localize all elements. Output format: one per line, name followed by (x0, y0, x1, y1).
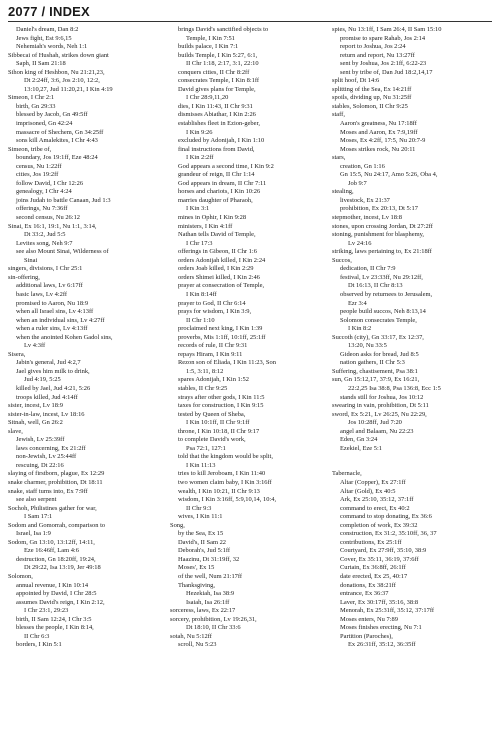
index-subentry: Psa 72:1, 127:1 (186, 444, 226, 452)
index-subentry: assumes David's reign, I Kin 2:12, (16, 598, 105, 606)
index-entry: Succos, (332, 256, 352, 264)
index-subentry: by the Sea, Ex 15 (178, 530, 224, 538)
index-entry: splitting of the Sea, Ex 14:21ff (332, 85, 412, 93)
index-subentry: throne, I Kin 10:18, II Chr 9:17 (178, 427, 260, 435)
index-subentry: laws concerning, Ex 21:2ff (16, 444, 86, 452)
index-subentry: troops killed, Jud 4:14ff (16, 393, 78, 401)
index-entry: spies, Nu 13:1ff, I Sam 26:4, II Sam 15:10 (332, 26, 442, 33)
index-subentry: II Chr 9:3 (186, 504, 212, 512)
index-subentry: Moses finishes erecting, Nu 7:1 (340, 624, 422, 632)
page-header (8, 4, 90, 19)
index-subentry: I Chr 17:3 (186, 239, 213, 247)
index-subentry: people build succos, Neh 8:13,14 (340, 308, 426, 316)
index-subentry: Cover, Ex 35:11, 36:19, 37:6ff (340, 555, 419, 563)
index-column-3 (332, 26, 494, 736)
index-subentry: cities, Jos 19:2ff (16, 171, 59, 179)
index-subentry: Jael gives him milk to drink, (16, 367, 90, 375)
index-subentry: Laver, Ex 30:17ff, 35:16, 38:8 (340, 598, 419, 606)
index-subentry: Job 9:7 (348, 179, 367, 187)
index-subentry: Jews fight, Est 9:6,15 (16, 34, 72, 42)
index-subentry: Altar (Gold), Ex 40:5 (340, 487, 396, 495)
index-subentry: Rezon son of Eliada, I Kin 11:23, Son (178, 359, 276, 367)
index-subentry: wisdom, I Kin 3:16ff, 5:9,10,14, 10:4, (178, 496, 277, 504)
index-subentry: follow David, I Chr 12:26 (16, 179, 84, 187)
index-subentry: Sinai (24, 256, 38, 264)
index-subentry: Solomon consecrates Temple, (340, 316, 417, 324)
index-subentry: II Chr 6:3 (24, 632, 50, 640)
index-entry: Simeon, tribe of, (8, 145, 52, 153)
index-subentry: Thanksgiving, (178, 581, 216, 589)
index-subentry: Lv 4:3ff (24, 342, 46, 350)
index-entry: sword, Ex 5:21, Lv 26:25, Nu 22:29, (332, 410, 427, 418)
index-entry: Sitnah, well, Gn 26:2 (8, 419, 63, 427)
index-subentry: when the anointed Kohen Gadol sins, (16, 333, 113, 341)
index-subentry: I Sam 17:1 (24, 513, 53, 521)
index-subentry: ministers, I Kin 4:1ff (178, 222, 233, 230)
index-subentry: wealth, I Kin 10:21, II Chr 9:13 (178, 487, 260, 495)
index-entry: Sodom and Gomorrah, comparison to (8, 521, 106, 529)
index-subentry: offerings, Nu 7:36ff (16, 205, 68, 213)
index-subentry: Dt 2:24ff, 3:6, Jos 2:10, 12:2, (24, 77, 100, 85)
index-subentry: birth, II Sam 12:24, I Chr 3:5 (16, 615, 92, 623)
index-entry: stealing, (332, 188, 354, 196)
index-entry: stars, (332, 154, 346, 162)
index-subentry: contributions, Ex 25:1ff (340, 538, 402, 546)
index-subentry: 1:5, 3:11, 8:12 (186, 367, 224, 375)
index-subentry: grandeur of reign, II Chr 1:14 (178, 171, 255, 179)
index-subentry: destruction, Gn 18:20ff, 19:24, (16, 555, 96, 563)
index-subentry: of the well, Num 21:17ff (178, 573, 243, 580)
index-entry: Sodom, Gn 13:10, 13:12ff, 14:11, (8, 538, 95, 546)
index-subentry: orders Joab killed, I Kin 2:29 (178, 265, 254, 273)
index-subentry: builds palace, I Kin 7:1 (178, 43, 239, 51)
index-subentry: Gn 15:5, Nu 24:17, Amo 5:26, Oba 4, (340, 171, 438, 179)
index-entry: Succoth (city), Gn 33:17, Ex 12:37, (332, 333, 424, 341)
index-entry: sorceress, laws, Ex 22:17 (170, 607, 236, 615)
index-subentry: Menorah, Ex 25:31ff, 35:12, 37:17ff (340, 607, 434, 615)
index-subentry: massacre of Shechem, Gn 34:25ff (16, 128, 104, 136)
index-subentry: Curtain, Ex 36:8ff, 26:1ff (340, 564, 406, 572)
index-subentry: Dt 18:10, II Chr 33:6 (186, 624, 241, 632)
index-entry: stoning, punishment for blasphemy, (332, 231, 425, 239)
index-subentry: Nathan tells David of Temple, (178, 231, 256, 239)
index-subentry: Altar (Copper), Ex 27:1ff (340, 478, 406, 486)
index-subentry: entrance, Ex 36:37 (340, 590, 389, 598)
index-subentry: Jos 10:28ff, Jud 7:20 (348, 419, 402, 427)
index-subentry: strays after other gods, I Kin 11:5 (178, 393, 265, 401)
index-subentry: marries daughter of Pharaoh, (178, 196, 253, 204)
index-entry: Suffering, chastisement, Psa 38:1 (332, 367, 418, 375)
index-subentry: Moses enters, Nu 7:89 (340, 615, 398, 623)
index-subentry: when all Israel sins, Lv 4:13ff (16, 308, 94, 316)
index-entry: snake, staff turns into, Ex 7:9ff (8, 487, 88, 495)
index-subentry: David's, II Sam 22 (178, 538, 227, 546)
index-subentry: Courtyard, Ex 27:9ff, 35:10, 38:9 (340, 547, 427, 555)
index-subentry: prayer at consecration of Temple, (178, 282, 265, 290)
index-subentry: I Kin 10:1ff, II Chr 9:1ff (186, 419, 250, 427)
index-subentry: I Kin 2:2ff (186, 154, 214, 162)
index-subentry: Dt 29:22, Isa 13:19, Jer 49:18 (24, 564, 101, 572)
index-subentry: Ex 26:31ff, 35:12, 36:35ff (348, 641, 416, 649)
index-subentry: Hezekiah, Isa 38:9 (186, 590, 235, 598)
index-subentry: report to Joshua, Jos 2:24 (340, 43, 406, 51)
index-subentry: borders, I Kin 5:1 (16, 641, 62, 649)
index-subentry: 22:2,25 Isa 38:8, Psa 136:8, Ecc 1:5 (348, 384, 441, 392)
index-subentry: additional laws, Lv 6:17ff (16, 282, 83, 290)
index-subentry: I Kin 11:13 (186, 461, 216, 469)
index-subentry: brings David's sanctified objects to (178, 26, 269, 33)
index-subentry: observed by returnees to Jerusalem, (340, 290, 433, 298)
index-entry: Solomon, (8, 573, 33, 580)
index-subentry: see also Mount Sinai, Wilderness of (16, 248, 109, 256)
index-entry: Sinai, Ex 16:1, 19:1, Nu 1:1, 3:14, (8, 222, 97, 230)
index-subentry: 13:20, Nu 33:5 (348, 342, 387, 350)
index-subentry: establishes fleet in Ezion-geber, (178, 120, 260, 128)
index-subentry: II Chr 1:10 (186, 316, 215, 324)
index-subentry: final instructions from David, (178, 145, 255, 153)
index-subentry: Ezekiel, Eze 5:1 (340, 444, 383, 452)
index-subentry: consecrates Temple, I Kin 8:1ff (178, 77, 260, 85)
index-subentry: genealogy, I Chr 4:24 (16, 188, 72, 196)
index-subentry: I Kin 8:14ff (186, 290, 217, 298)
index-entry: sister-in-law, incest, Lv 18:16 (8, 410, 85, 418)
index-subentry: excluded by Adonijah, I Kin 1:10 (178, 137, 265, 145)
index-subentry: Jewish, Lv 25:39ff (16, 436, 65, 444)
index-subentry: construction, Ex 31:2, 35:10ff, 36, 37 (340, 530, 437, 538)
index-subentry: date erected, Ex 25, 40:17 (340, 573, 408, 580)
index-entry: sotah, Nu 5:12ff (170, 632, 212, 640)
index-subentry: boundary, Jos 19:1ff, Eze 48:24 (16, 154, 98, 162)
index-entry: split hoof, Dt 14:6 (332, 77, 380, 85)
index-subentry: scroll, Nu 5:23 (178, 641, 217, 649)
index-subentry: Eden, Gn 3:24 (340, 436, 378, 444)
index-subentry: to complete David's work, (178, 436, 246, 444)
index-column-1 (8, 26, 170, 736)
page-number: 2077 (8, 4, 38, 19)
index-subentry: I Kin 8:2 (348, 325, 372, 333)
index-entry: singers, divisions, I Chr 25:1 (8, 265, 83, 273)
index-subentry: sent by Joshua, Jos 2:1ff, 6:22-23 (340, 60, 427, 68)
index-subentry: orders Adonijah killed, I Kin 2:24 (178, 256, 266, 264)
index-subentry: records of rule, II Chr 9:31 (178, 342, 248, 350)
index-entry: slaying of firstborn, plague, Ex 12:29 (8, 470, 105, 478)
index-subentry: see also serpent (16, 496, 57, 504)
index-subentry: stands still for Joshua, Jos 10:12 (340, 393, 424, 401)
index-subentry: offerings in Gibeon, II Chr 1:6 (178, 248, 257, 256)
index-subentry: basic laws, Lv 4:2ff (16, 290, 68, 298)
index-subentry: Gideon asks for bread, Jud 8:5 (340, 350, 419, 358)
index-subentry: census, Nu 1:22ff (16, 162, 62, 170)
index-entry: sorcery, prohibition, Lv 19:26,31, (170, 615, 257, 623)
index-subentry: return and report, Nu 13:27ff (340, 51, 415, 59)
index-subentry: annual revenue, I Kin 10:14 (16, 581, 89, 589)
index-subentry: Saph, II Sam 21:18 (16, 60, 66, 68)
index-subentry: Moses', Ex 15 (178, 564, 215, 572)
index-subentry: Eze 16:46ff, Lam 4:6 (24, 547, 79, 555)
index-subentry: creation, Gn 1:16 (340, 162, 385, 170)
index-subentry: Dt 16:13, II Chr 8:13 (348, 282, 403, 290)
index-subentry: nation gathers, II Chr 5:3 (340, 359, 405, 367)
index-subentry: sons kill Amalekites, I Chr 4:43 (16, 137, 98, 145)
index-entry: sun, Gn 15:12,17, 37:9, Ex 16:21, (332, 376, 420, 384)
index-column-2 (170, 26, 332, 736)
index-subentry: sent by tribe of, Dan Jud 18:2,14,17 (340, 68, 433, 76)
index-subentry: Aaron's greatness, Nu 17:18ff (340, 120, 417, 128)
index-subentry: Isaiah, Isa 26:1ff (186, 598, 230, 606)
index-subentry: I Kin 3:1 (186, 205, 210, 213)
index-subentry: angel and Balaam, Nu 22:23 (340, 427, 414, 435)
index-subentry: Ezr 3:4 (348, 299, 367, 307)
index-entry: Tabernacle, (332, 470, 362, 478)
index-subentry: builds Temple, I Kin 5:27, 6:1, (178, 51, 258, 59)
index-subentry: donations, Ex 38:21ff (340, 581, 396, 589)
index-entry: Sibbecai of Hushah, strikes down giant (8, 51, 109, 59)
index-subentry: Lv 24:16 (348, 239, 372, 247)
index-subentry: Deborah's, Jud 5:1ff (178, 547, 230, 555)
index-columns (8, 26, 494, 736)
index-subentry: Jud 4:19, 5:25 (24, 376, 61, 384)
index-subentry: blesses the people, I Kin 8:14, (16, 624, 94, 632)
header-rule (8, 21, 492, 22)
index-subentry: horses and chariots, I Kin 10:26 (178, 188, 261, 196)
index-subentry: spares Adonijah, I Kin 1:52 (178, 376, 249, 384)
index-entry: Simeon, I Chr 2:1 (8, 94, 55, 102)
index-subentry: Moses, Ex 4:2ff, 17:5, Nu 20:7-9 (340, 137, 426, 145)
index-entry (332, 453, 490, 462)
index-subentry: Haazinu, Dt 31:19ff, 32 (178, 555, 240, 563)
index-entry: staff, (332, 111, 345, 119)
index-subentry: second census, Nu 26:12 (16, 214, 81, 222)
index-entry: Song, (170, 521, 185, 529)
index-entry: slave, (8, 427, 23, 435)
index-subentry: command to stop donating, Ex 36:6 (340, 513, 432, 521)
index-subentry: 13:10,27, Jud 11:20,21, I Kin 4:19 (24, 85, 113, 93)
index-subentry: Moses and Aaron, Ex 7:9,19ff (340, 128, 418, 136)
index-subentry: God appears a second time, I Kin 9:2 (178, 162, 274, 170)
index-subentry: stables, II Chr 9:25 (178, 384, 228, 392)
index-subentry: when an individual sins, Lv 4:27ff (16, 316, 105, 324)
index-entry: Sochoh, Philistines gather for war, (8, 504, 97, 512)
index-subentry: wives, I Kin 11:1 (178, 513, 223, 521)
index-entry: Sisera, (8, 350, 26, 358)
index-subentry: Nehemiah's words, Neh 1:1 (16, 43, 88, 51)
index-subentry: I Chr 23:1, 29:23 (24, 607, 69, 615)
index-subentry: conquers cities, II Chr 8:2ff (178, 68, 250, 76)
index-subentry: appointed by David, I Chr 28:5 (16, 590, 97, 598)
index-subentry: Jabin's general, Jud 4:2,7 (16, 359, 81, 367)
index-subentry: promised to Aaron, Nu 18:9 (16, 299, 89, 307)
index-entry: stones, upon crossing Jordan, Dt 27:2ff (332, 222, 433, 230)
page-title: INDEX (49, 4, 90, 19)
index-subentry: dedication, II Chr 7:9 (340, 265, 396, 273)
index-subentry: non-Jewish, Lv 25:44ff (16, 453, 77, 461)
index-subentry: proverbs, Mis 1:1ff, 10:1ff, 25:1ff (178, 333, 266, 341)
index-subentry: tries to kill Jeroboam, I Kin 11:40 (178, 470, 266, 478)
index-subentry: blessed by Jacob, Gn 49:5ff (16, 111, 88, 119)
index-entry: sister, incest, Lv 18:9 (8, 402, 63, 410)
index-subentry: prayer to God, II Chr 6:14 (178, 299, 246, 307)
index-subentry: Levites song, Neh 9:7 (16, 239, 73, 247)
index-entry: Sihon king of Heshbon, Nu 21:21,23, (8, 68, 105, 76)
index-subentry: two women claim baby, I Kin 3:16ff (178, 478, 272, 486)
index-subentry: Ark, Ex 25:10, 35:12, 37:1ff (340, 496, 414, 504)
index-subentry: dismisses Abiathar, I Kin 2:26 (178, 111, 256, 119)
index-subentry: promise to spare Rahab, Jos 2:14 (340, 34, 426, 42)
header-separator: / (41, 4, 50, 19)
index-subentry: livestock, Ex 21:37 (340, 196, 390, 204)
index-subentry: completion of work, Ex 39:32 (340, 521, 418, 529)
index-subentry: David gives plans for Temple, (178, 85, 256, 93)
index-subentry: taxes for construction, I Kin 9:15 (178, 402, 264, 410)
index-subentry: told that the kingdom would be split, (178, 453, 273, 461)
index-entry: swearing in vain, prohibition, Dt 5:11 (332, 402, 429, 410)
index-entry: stepmother, incest, Lv 18:8 (332, 214, 403, 222)
index-subentry: Daniel's dream, Dan 8:2 (16, 26, 79, 33)
index-subentry: mines in Ophir, I Kin 9:28 (178, 214, 247, 222)
index-subentry: prohibition, Ex 20:13, Dt 5:17 (340, 205, 418, 213)
index-subentry: proclaimed next king, I Kin 1:39 (178, 325, 263, 333)
index-subentry: God appears in dream, II Chr 7:11 (178, 179, 267, 187)
index-subentry: Partition (Paroches), (340, 632, 393, 640)
index-subentry: I Kin 9:26 (186, 128, 213, 136)
index-subentry: joins Judah to battle Canaan, Jud 1:3 (16, 196, 111, 204)
index-subentry: repays Hiram, I Kin 9:11 (178, 350, 243, 358)
index-entry: sin-offering, (8, 273, 40, 281)
index-subentry: orders Shimei killed, I Kin 2:46 (178, 273, 260, 281)
index-entry: snake charmer, prohibition, Dt 18:11 (8, 478, 103, 486)
index-subentry: when a ruler sins, Lv 4:13ff (16, 325, 88, 333)
index-entry: stables, Solomon, II Chr 9:25 (332, 102, 408, 110)
index-subentry: prays for wisdom, I Kin 3:9, (178, 308, 252, 316)
index-subentry: Temple, I Kin 7:51 (186, 34, 235, 42)
index-subentry: Dt 33:2, Jud 5:5 (24, 231, 66, 239)
index-entry: striking, laws pertaining to, Ex 21:18ff (332, 248, 432, 256)
index-subentry: rescuing, Dt 22:16 (16, 461, 64, 469)
index-entry: spoils, dividing up, Nu 31:25ff (332, 94, 412, 102)
index-subentry: killed by Jael, Jud 4:21, 5:26 (16, 384, 91, 392)
index-subentry: birth, Gn 29:33 (16, 102, 56, 110)
index-subentry: II Chr 1:18, 2:17, 3:1, 22:10 (186, 60, 259, 68)
index-entry (332, 462, 490, 471)
index-subentry: festival, Lv 23:33ff, Nu 29:12ff, (340, 273, 423, 281)
index-subentry: command to erect, Ex 40:2 (340, 504, 410, 512)
index-subentry: Moses strikes rock, Nu 20:11 (340, 145, 416, 153)
index-subentry: Israel, Isa 1:9 (16, 530, 51, 538)
index-subentry: imprisoned, Gn 42:24 (16, 120, 73, 128)
index-subentry: I Chr 28:9,11,20 (186, 94, 229, 102)
index-subentry: tested by Queen of Sheba, (178, 410, 246, 418)
index-subentry: dies, I Kin 11:43, II Chr 9:31 (178, 102, 253, 110)
